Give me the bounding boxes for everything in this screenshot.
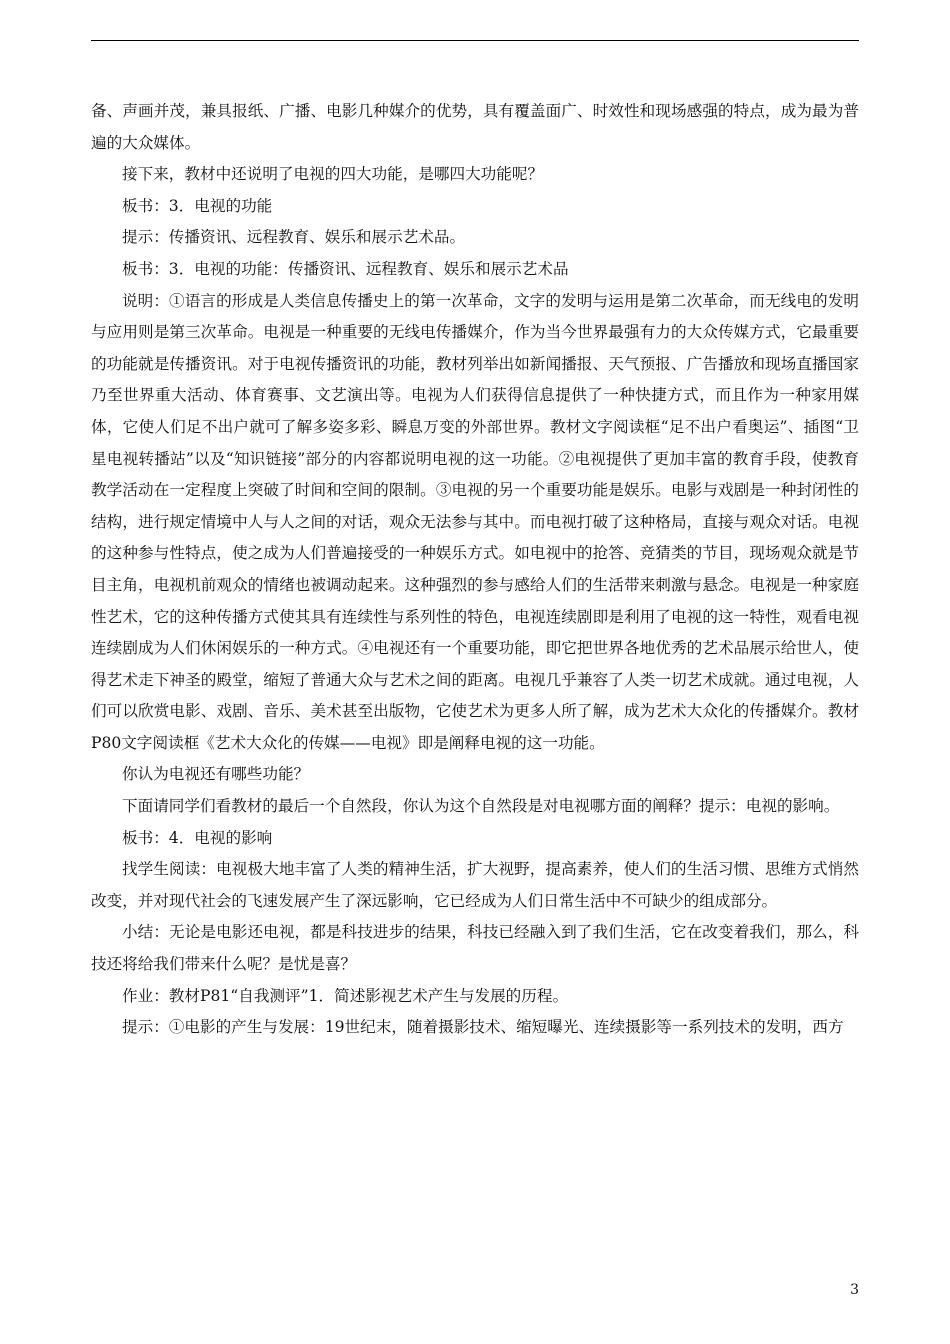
paragraph: 作业：教材P81“自我测评”1．简述影视艺术产生与发展的历程。: [122, 986, 569, 1005]
paragraph: 提示：①电影的产生与发展：19世纪末，随着摄影技术、缩短曝光、连续摄影等一系列技术的发明，西方: [122, 1018, 844, 1037]
paragraph: 板书：4．电视的影响: [122, 828, 273, 847]
paragraph: 说明：①语言的形成是人类信息传播史上的第一次革命，文字的发明与运用是第二次革命，而无线电的发明与应用则是第三次革命。电视是一种重要的无线电传播媒介，作为当今世界最强有力的大众传媒方式，它最重要的功能就是传播资讯。对于电视传播资讯的功能，教材列举出如新闻播报、天气预报、广告播放和现场直播国家乃至世界重大活动、体育赛事、文艺演出等。电视为人们获得信息提供了一种快捷方式，而且作为一种家用媒体，它使人们足不出户就可了解多姿多彩、瞬息万变的外部世界。教材文字阅读框“足不出户看奥运”、插图“卫星电视转播站”以及“知识链接”部分的内容都说明电视的这一功能。②电视提供了更加丰富的教育手段，使教育教学活动在一定程度上突破了时间和空间的限制。③电视的另一个重要功能是娱乐。电影与戏剧是一种封闭性的结构，进行规定情境中人与人之间的对话，观众无法参与其中。而电视打破了这种格局，直接与观众对话。电视的这种参与性特点，使之成为人们普遍接受的一种娱乐方式。如电视中的抢答、竞猜类的节目，现场观众就是节目主角，电视机前观众的情绪也被调动起来。这种强烈的参与感给人们的生活带来刺激与悬念。电视是一种家庭性艺术，它的这种传播方式使其具有连续性与系列性的特色，电视连续剧即是利用了电视的这一特性，观看电视连续剧成为人们休闲娱乐的一种方式。④电视还有一个重要功能，即它把世界各地优秀的艺术品展示给世人，使得艺术走下神圣的殿堂，缩短了普通大众与艺术之间的距离。电视几乎兼容了人类一切艺术成就。通过电视，人们可以欣赏电影、戏剧、音乐、美术甚至出版物，它使艺术为更多人所了解，成为艺术大众化的传播媒介。教材P80文字阅读框《艺术大众化的传媒——电视》即是阐释电视的这一功能。: [91, 291, 859, 752]
document-body: [91, 96, 859, 1044]
paragraph: 找学生阅读：电视极大地丰富了人类的精神生活，扩大视野，提高素养，使人们的生活习惯、思维方式悄然改变，并对现代社会的飞速发展产生了深远影响，它已经成为人们日常生活中不可缺少的组成部分。: [91, 860, 859, 910]
page-number: 3: [850, 1282, 859, 1298]
paragraph: 提示：传播资讯、远程教育、娱乐和展示艺术品。: [122, 228, 466, 247]
paragraph: 板书：3．电视的功能：传播资讯、远程教育、娱乐和展示艺术品: [122, 259, 569, 278]
paragraph: 备、声画并茂，兼具报纸、广播、电影几种媒介的优势，具有覆盖面广、时效性和现场感强的特点，成为最为普遍的大众媒体。: [91, 102, 859, 152]
paragraph: 小结：无论是电影还电视，都是科技进步的结果，科技已经融入到了我们生活，它在改变着我们，那么，科技还将给我们带来什么呢？是忧是喜？: [91, 923, 859, 974]
paragraph: 你认为电视还有哪些功能？: [122, 765, 310, 784]
paragraph: 板书：3．电视的功能: [122, 196, 273, 215]
paragraph: 下面请同学们看教材的最后一个自然段，你认为这个自然段是对电视哪方面的阐释？提示：电视的影响。: [122, 797, 840, 816]
header-rule: [91, 40, 859, 41]
paragraph: 接下来，教材中还说明了电视的四大功能，是哪四大功能呢？: [122, 165, 544, 184]
